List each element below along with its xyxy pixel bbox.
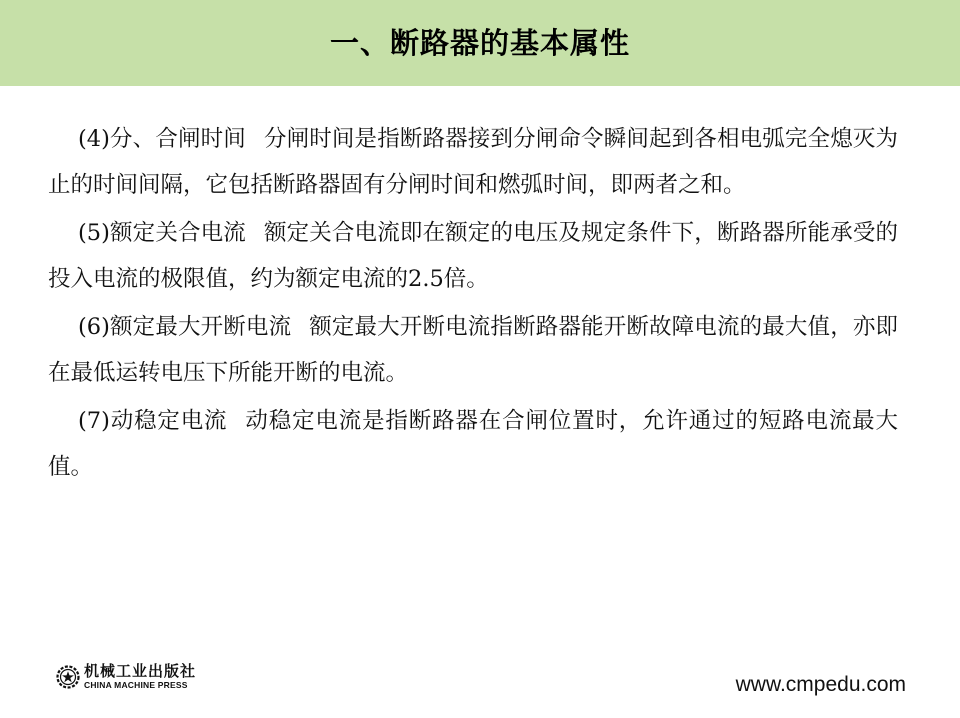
paragraph-closing-opening-time [48, 116, 898, 208]
paragraph-rated-max-breaking-current [48, 304, 898, 396]
paragraph-text: 额定最大开断电流指断路器能开断故障电流的最大值，亦即在最低运转电压下所能开断的电流。 [48, 314, 898, 386]
paragraph-term: (6)额定最大开断电流 [78, 314, 292, 340]
slide-title: 一、断路器的基本属性 [329, 25, 630, 60]
slide-header [0, 0, 960, 86]
paragraph-term: (7)动稳定电流 [78, 408, 228, 434]
paragraph-text: 分闸时间是指断路器接到分闸命令瞬间起到各相电弧完全熄灭为止的时间间隔，它包括断路器固有分闸时间和燃弧时间，即两者之和。 [48, 126, 898, 198]
paragraph-dynamic-stability-current [48, 398, 898, 490]
paragraph-term: (4)分、合闸时间 [78, 126, 246, 152]
paragraph-text: 额定关合电流即在额定的电压及规定条件下，断路器所能承受的投入电流的极限值，约为额定电流的2.5倍。 [48, 220, 898, 292]
slide-body [48, 116, 898, 490]
gear-star-logo-icon [56, 665, 80, 689]
publisher-name-cn: 机械工业出版社 [84, 662, 197, 681]
publisher-logo [56, 663, 196, 691]
website-url: www.cmpedu.com [735, 673, 906, 696]
paragraph-term: (5)额定关合电流 [78, 220, 246, 246]
paragraph-rated-making-current [48, 210, 898, 302]
publisher-name-en: CHINA MACHINE PRESS [84, 680, 188, 691]
paragraph-text: 动稳定电流是指断路器在合闸位置时，允许通过的短路电流最大值。 [48, 408, 898, 480]
